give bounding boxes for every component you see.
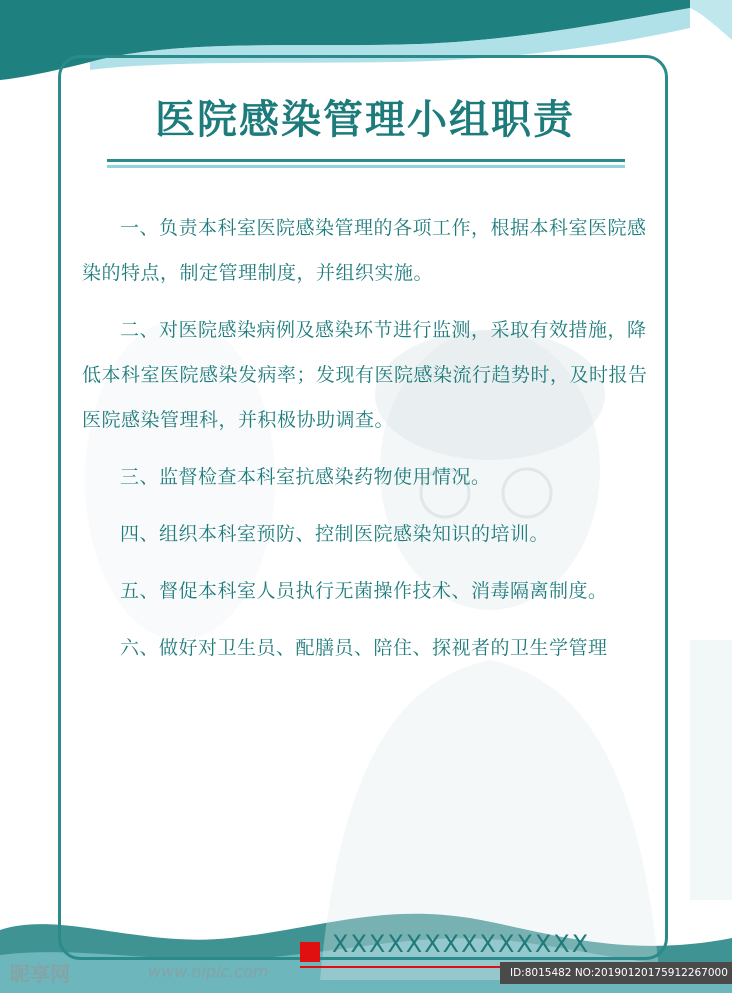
duty-paragraph-2: 二、对医院感染病例及感染环节进行监测，采取有效措施，降低本科室医院感染发病率；发现有医院感染流行趋势时，及时报告医院感染管理科，并积极协助调查。 bbox=[82, 319, 648, 431]
duty-paragraph-3: 三、监督检查本科室抗感染药物使用情况。 bbox=[120, 466, 491, 488]
footer-placeholder-text: XXXXXXXXXXXXXX bbox=[332, 930, 591, 958]
page-title: 医院感染管理小组职责 bbox=[155, 96, 575, 143]
duties-list bbox=[82, 206, 657, 683]
duty-paragraph-6: 六、做好对卫生员、配膳员、陪住、探视者的卫生学管理 bbox=[120, 637, 608, 659]
title-underline-light bbox=[107, 165, 625, 168]
duty-paragraph-1: 一、负责本科室医院感染管理的各项工作，根据本科室医院感染的特点，制定管理制度，并组织实施。 bbox=[82, 217, 647, 284]
image-id-bar: ID:8015482 NO:20190120175912267000 bbox=[500, 962, 732, 984]
red-square-marker bbox=[300, 942, 320, 962]
duty-paragraph-5: 五、督促本科室人员执行无菌操作技术、消毒隔离制度。 bbox=[120, 580, 608, 602]
watermark-logo: 昵享网 bbox=[10, 962, 70, 986]
watermark-site-url: www.nipic.com bbox=[148, 962, 269, 981]
duty-paragraph-4: 四、组织本科室预防、控制医院感染知识的培训。 bbox=[120, 523, 550, 545]
title-underline-dark bbox=[107, 159, 625, 162]
